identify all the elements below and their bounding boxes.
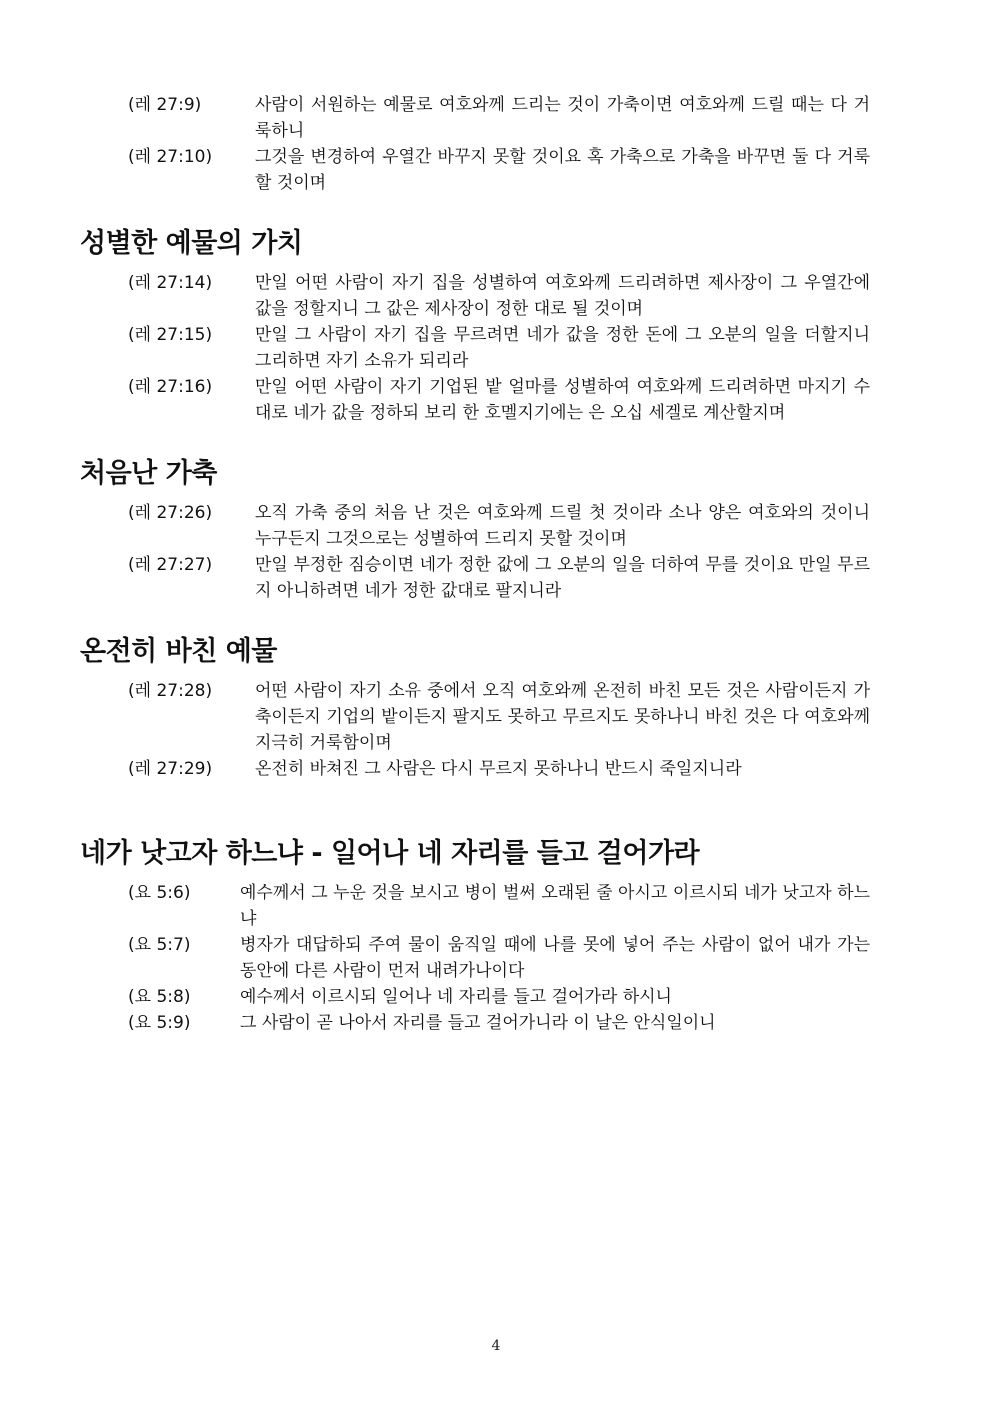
verse-text: 만일 어떤 사람이 자기 기업된 밭 얼마를 성별하여 여호와께 드리려하면 마지기 수대로 네가 값을 정하되 보리 한 호멜지기에는 은 오십 세겔로 계산할지며 [255,377,870,423]
verse-text: 만일 그 사람이 자기 집을 무르려면 네가 값을 정한 돈에 그 오분의 일을 더할지니 그리하면 자기 소유가 되리라 [255,325,870,371]
verse-lev-27-9 [128,92,870,144]
verse-lev-27-29 [128,756,870,782]
verse-text: 병자가 대답하되 주여 물이 움직일 때에 나를 못에 넣어 주는 사람이 없어 내가 가는 동안에 다른 사람이 먼저 내려가나이다 [240,935,870,981]
verse-john-5-7 [128,932,870,984]
verse-lev-27-27 [128,552,870,604]
verse-text: 예수께서 그 누운 것을 보시고 병이 벌써 오래된 줄 아시고 이르시되 네가 낫고자 하느냐 [240,883,870,929]
verse-text: 온전히 바쳐진 그 사람은 다시 무르지 못하나니 반드시 죽일지니라 [255,759,742,779]
section-heading: 성별한 예물의 가치 [80,228,303,259]
verse-lev-27-15 [128,322,870,374]
section-firstborn-livestock [80,454,870,604]
verse-text: 어떤 사람이 자기 소유 중에서 오직 여호와께 온전히 바친 모든 것은 사람이든지 가축이든지 기업의 밭이든지 팔지도 못하고 무르지도 못하나니 바친 것은 다 여호와께 지극히 거룩함이며 [255,681,870,753]
verse-reference: (레 27:14) [128,273,213,293]
verse-reference: (레 27:9) [128,95,202,115]
page-number: 4 [491,1338,501,1354]
section-heading: 네가 낫고자 하느냐 - 일어나 네 자리를 들고 걸어가라 [80,838,700,869]
section-heading: 처음난 가축 [80,458,217,489]
verse-text: 그 사람이 곧 나아서 자리를 들고 걸어가니라 이 날은 안식일이니 [240,1013,716,1033]
verse-text: 만일 어떤 사람이 자기 집을 성별하여 여호와께 드리려하면 제사장이 그 우열간에 값을 정할지니 그 값은 제사장이 정한 대로 될 것이며 [255,273,870,319]
verse-reference: (레 27:10) [128,147,213,167]
intro-verses [80,92,870,196]
verse-john-5-8 [128,984,870,1010]
section-heading: 온전히 바친 예물 [80,636,277,667]
verse-john-5-6 [128,880,870,932]
verse-john-5-9 [128,1010,870,1036]
verse-text: 만일 부정한 짐승이면 네가 정한 값에 그 오분의 일을 더하여 무를 것이요 만일 무르지 아니하려면 네가 정한 값대로 팔지니라 [255,555,870,601]
page-content [80,92,870,1036]
section-devoted-offering [80,632,870,782]
verse-lev-27-28 [128,678,870,756]
verse-text: 사람이 서원하는 예물로 여호와께 드리는 것이 가축이면 여호와께 드릴 때는 다 거룩하니 [255,95,870,141]
section-consecrated-value [80,224,870,426]
verse-lev-27-10 [128,144,870,196]
verse-reference: (레 27:27) [128,555,213,575]
verse-text: 그것을 변경하여 우열간 바꾸지 못할 것이요 혹 가축으로 가축을 바꾸면 둘 다 거룩할 것이며 [255,147,870,193]
verse-reference: (요 5:7) [128,935,191,955]
verse-reference: (레 27:15) [128,325,213,345]
verse-reference: (요 5:9) [128,1013,191,1033]
verse-reference: (레 27:26) [128,503,213,523]
verse-reference: (레 27:29) [128,759,213,779]
verse-reference: (레 27:28) [128,681,213,701]
verse-reference: (레 27:16) [128,377,213,397]
verse-reference: (요 5:6) [128,883,191,903]
verse-text: 예수께서 이르시되 일어나 네 자리를 들고 걸어가라 하시니 [240,987,672,1007]
verse-lev-27-16 [128,374,870,426]
verse-text: 오직 가축 중의 처음 난 것은 여호와께 드릴 첫 것이라 소나 양은 여호와의 것이니 누구든지 그것으로는 성별하여 드리지 못할 것이며 [255,503,870,549]
verse-lev-27-14 [128,270,870,322]
verse-lev-27-26 [128,500,870,552]
verse-reference: (요 5:8) [128,987,191,1007]
section-rise-and-walk [80,834,870,1036]
